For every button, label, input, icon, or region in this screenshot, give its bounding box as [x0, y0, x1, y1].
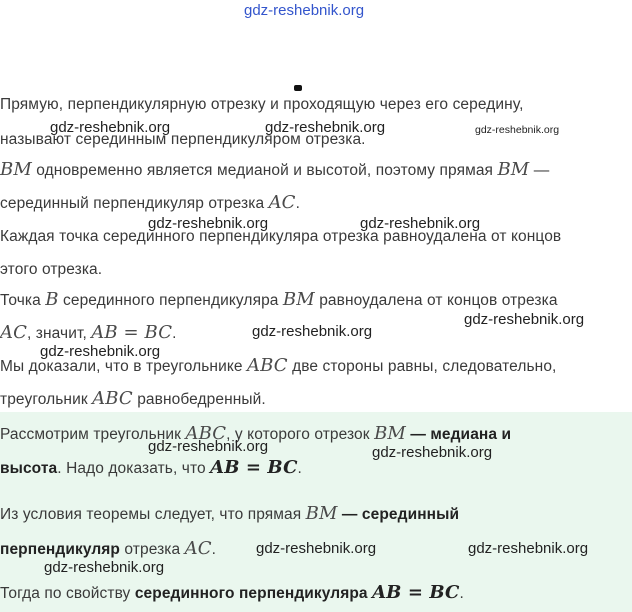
proof-line5: [0, 582, 632, 603]
text: .: [172, 325, 177, 342]
paragraph-conclusion-line2: [0, 388, 632, 409]
math-abc: ABC: [247, 355, 288, 376]
text: одновременно является медианой и высотой, поэтому прямая: [31, 162, 498, 179]
bold-text: серединного перпендикуляра: [134, 585, 368, 602]
text: Из условия теоремы следует, что прямая: [0, 506, 306, 523]
math-ac: AC: [184, 538, 212, 559]
text: Точка: [0, 292, 46, 309]
text: две стороны равны, следовательно,: [287, 358, 557, 375]
watermark: gdz-reshebnik.org: [148, 215, 269, 232]
math-abc: ABC: [185, 423, 227, 444]
proof-line1: [0, 423, 632, 444]
paragraph-property-line2: этого отрезка.: [0, 261, 103, 278]
text: Рассмотрим треугольник: [0, 426, 186, 443]
text: .: [297, 460, 302, 477]
text: Тогда по свойству: [0, 585, 135, 602]
text: .: [211, 541, 217, 558]
watermark: gdz-reshebnik.org: [44, 559, 165, 576]
math-equation: AB = BC: [210, 457, 298, 478]
text: Мы доказали, что в треугольнике: [0, 358, 248, 375]
text: , у которого отрезок: [226, 426, 375, 443]
watermark: gdz-reshebnik.org: [50, 119, 171, 136]
text: равнобедренный.: [132, 391, 266, 408]
watermark: gdz-reshebnik.org: [256, 540, 377, 557]
watermark: gdz-reshebnik.org: [252, 323, 373, 340]
paragraph-point-b-line1: [0, 289, 632, 310]
text: .: [459, 585, 464, 602]
text: равноудалена от концов отрезка: [314, 292, 558, 309]
math-ac: AC: [268, 192, 296, 213]
math-bm: BM: [305, 503, 338, 524]
watermark: gdz-reshebnik.org: [475, 124, 560, 136]
paragraph-definition-line2: называют серединным перпендикуляром отрезка.: [0, 131, 366, 148]
cropped-heading-fragment: [294, 85, 302, 91]
watermark: gdz-reshebnik.org: [148, 438, 269, 455]
math-b: B: [45, 289, 59, 310]
math-bm: BM: [497, 159, 530, 180]
math-abc: ABC: [92, 388, 133, 409]
text: треугольник: [0, 391, 93, 408]
text: —: [529, 162, 550, 179]
math-bm: BM: [0, 159, 32, 180]
text: серединный перпендикуляр отрезка: [0, 195, 269, 212]
text: . Надо доказать, что: [57, 460, 211, 477]
math-bm: BM: [374, 423, 406, 444]
text: .: [295, 195, 300, 212]
paragraph-definition-line1: Прямую, перпендикулярную отрезку и проходящую через его середину,: [0, 96, 524, 113]
bold-text: высота: [0, 460, 58, 477]
bold-text: — медиана и: [405, 426, 512, 443]
paragraph-bm-line2: [0, 192, 632, 213]
paragraph-property-line1: Каждая точка серединного перпендикуляра отрезка равноудалена от концов: [0, 228, 562, 245]
text: отрезка: [120, 541, 185, 558]
proof-line3: [0, 503, 632, 524]
math-equation: AB = BC: [91, 322, 173, 343]
watermark: gdz-reshebnik.org: [372, 444, 493, 461]
text: , значит,: [26, 325, 92, 342]
math-bm: BM: [282, 289, 315, 310]
math-equation: AB = BC: [372, 582, 460, 603]
text: серединного перпендикуляра: [58, 292, 283, 309]
paragraph-bm-line1: [0, 159, 632, 180]
watermark: gdz-reshebnik.org: [40, 343, 161, 360]
watermark: gdz-reshebnik.org: [360, 215, 481, 232]
site-watermark-top: gdz-reshebnik.org: [244, 2, 365, 19]
proof-line2: [0, 457, 632, 478]
watermark: gdz-reshebnik.org: [468, 540, 589, 557]
bold-text: — серединный: [337, 506, 460, 523]
bold-text: перпендикуляр: [0, 541, 120, 558]
math-ac: AC: [0, 322, 27, 343]
watermark: gdz-reshebnik.org: [265, 119, 386, 136]
watermark: gdz-reshebnik.org: [464, 311, 585, 328]
